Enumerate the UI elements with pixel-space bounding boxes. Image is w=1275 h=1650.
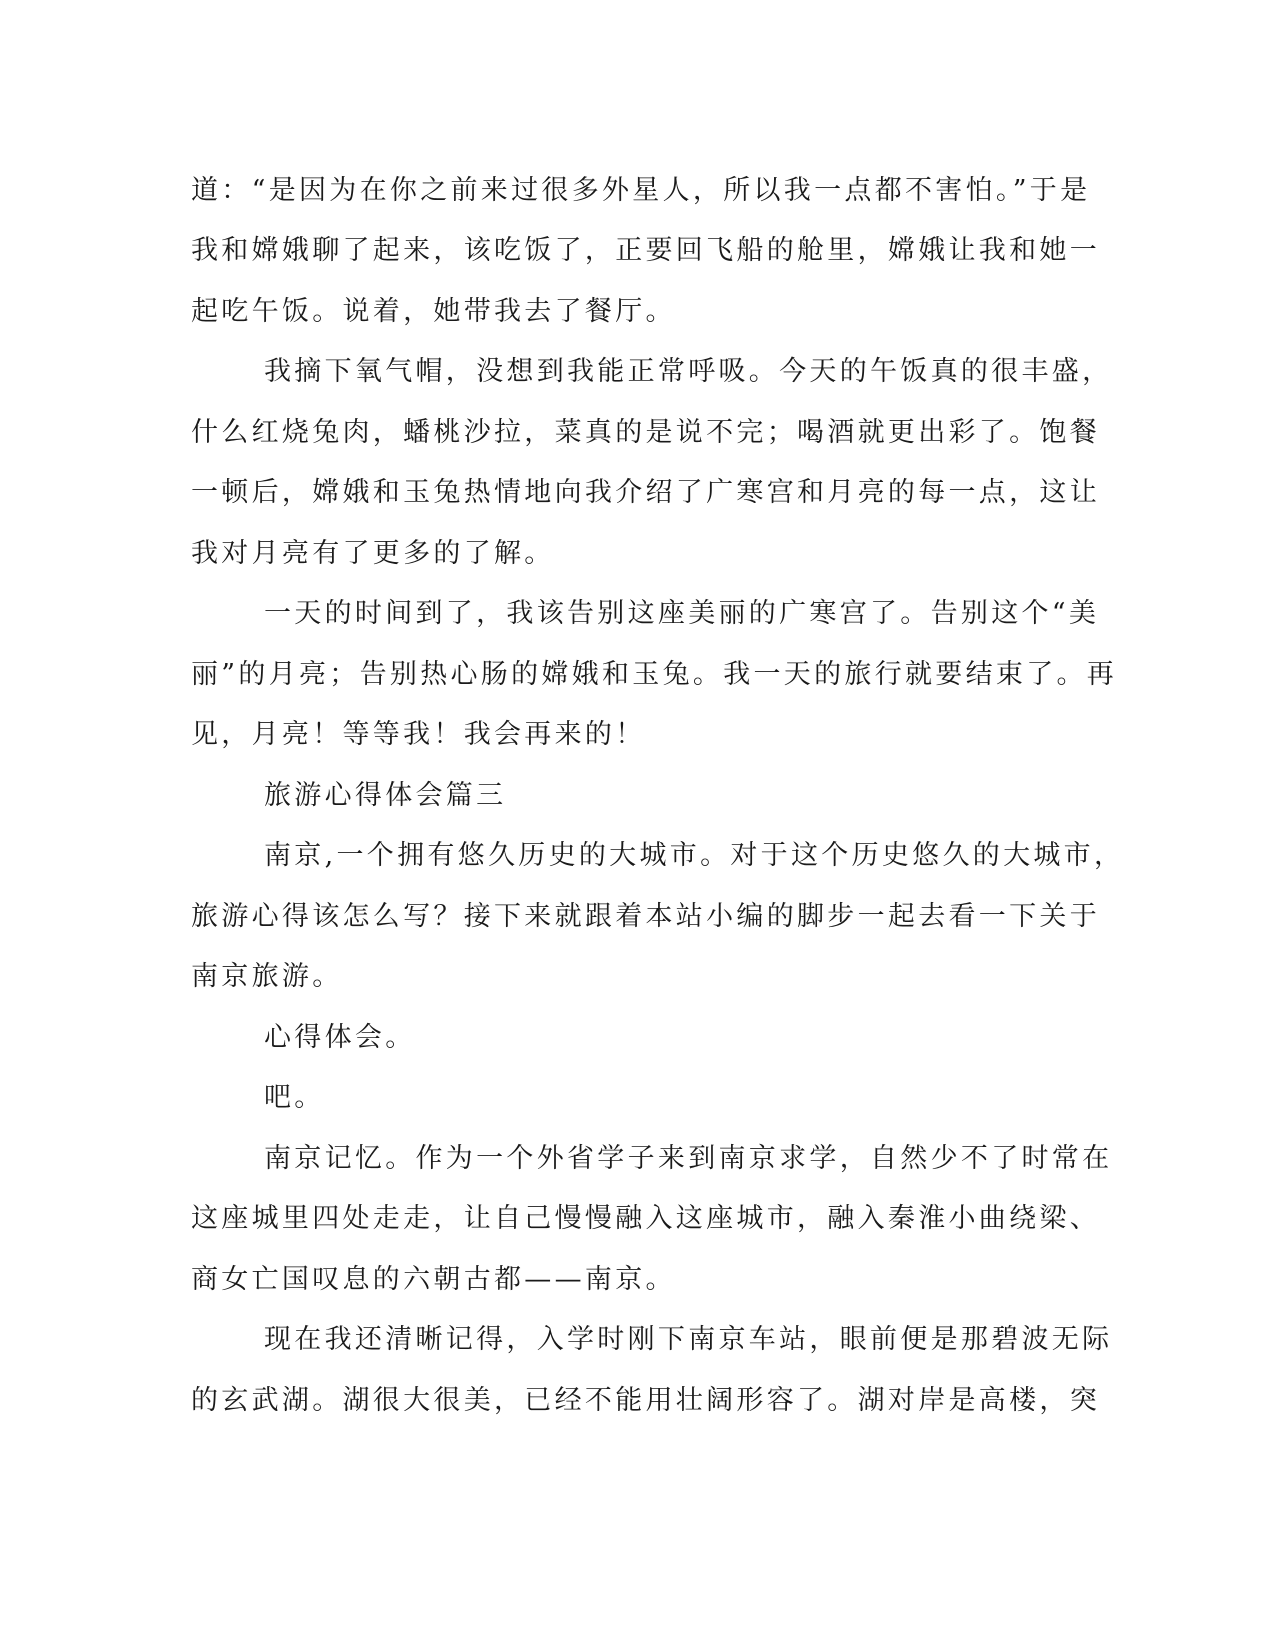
text-line: 道：“是因为在你之前来过很多外星人，所以我一点都不害怕。”于是 — [191, 175, 1091, 206]
text-line: 的玄武湖。湖很大很美，已经不能用壮阔形容了。湖对岸是高楼，突 — [191, 1385, 1100, 1416]
paragraph-first-line: 南京记忆。作为一个外省学子来到南京求学，自然少不了时常在 — [264, 1143, 1113, 1174]
paragraph-first-line: 现在我还清晰记得，入学时刚下南京车站，眼前便是那碧波无际 — [264, 1324, 1113, 1355]
text-line: 一顿后，嫦娥和玉兔热情地向我介绍了广寒宫和月亮的每一点，这让 — [191, 477, 1100, 508]
text-line: 南京旅游。 — [191, 961, 343, 992]
text-line: 商女亡国叹息的六朝古都——南京。 — [191, 1264, 676, 1295]
text-line: 这座城里四处走走，让自己慢慢融入这座城市，融入秦淮小曲绕梁、 — [191, 1203, 1100, 1234]
text-line: 旅游心得该怎么写？接下来就跟着本站小编的脚步一起去看一下关于 — [191, 901, 1100, 932]
section-heading: 旅游心得体会篇三 — [264, 780, 507, 811]
paragraph-first-line: 吧。 — [264, 1082, 325, 1113]
text-line: 丽”的月亮；告别热心肠的嫦娥和玉兔。我一天的旅行就要结束了。再 — [191, 659, 1118, 690]
text-line: 我对月亮有了更多的了解。 — [191, 538, 555, 569]
paragraph-first-line: 我摘下氧气帽，没想到我能正常呼吸。今天的午饭真的很丰盛， — [264, 356, 1113, 387]
paragraph-first-line: 南京,一个拥有悠久历史的大城市。对于这个历史悠久的大城市， — [264, 840, 1125, 871]
text-line: 我和嫦娥聊了起来，该吃饭了，正要回飞船的舱里，嫦娥让我和她一 — [191, 235, 1100, 266]
text-line: 起吃午饭。说着，她带我去了餐厅。 — [191, 296, 676, 327]
text-line: 见，月亮！等等我！我会再来的！ — [191, 719, 646, 750]
paragraph-first-line: 一天的时间到了，我该告别这座美丽的广寒宫了。告别这个“美 — [264, 598, 1100, 629]
paragraph-first-line: 心得体会。 — [264, 1022, 416, 1053]
text-line: 什么红烧兔肉，蟠桃沙拉，菜真的是说不完；喝酒就更出彩了。饱餐 — [191, 417, 1100, 448]
